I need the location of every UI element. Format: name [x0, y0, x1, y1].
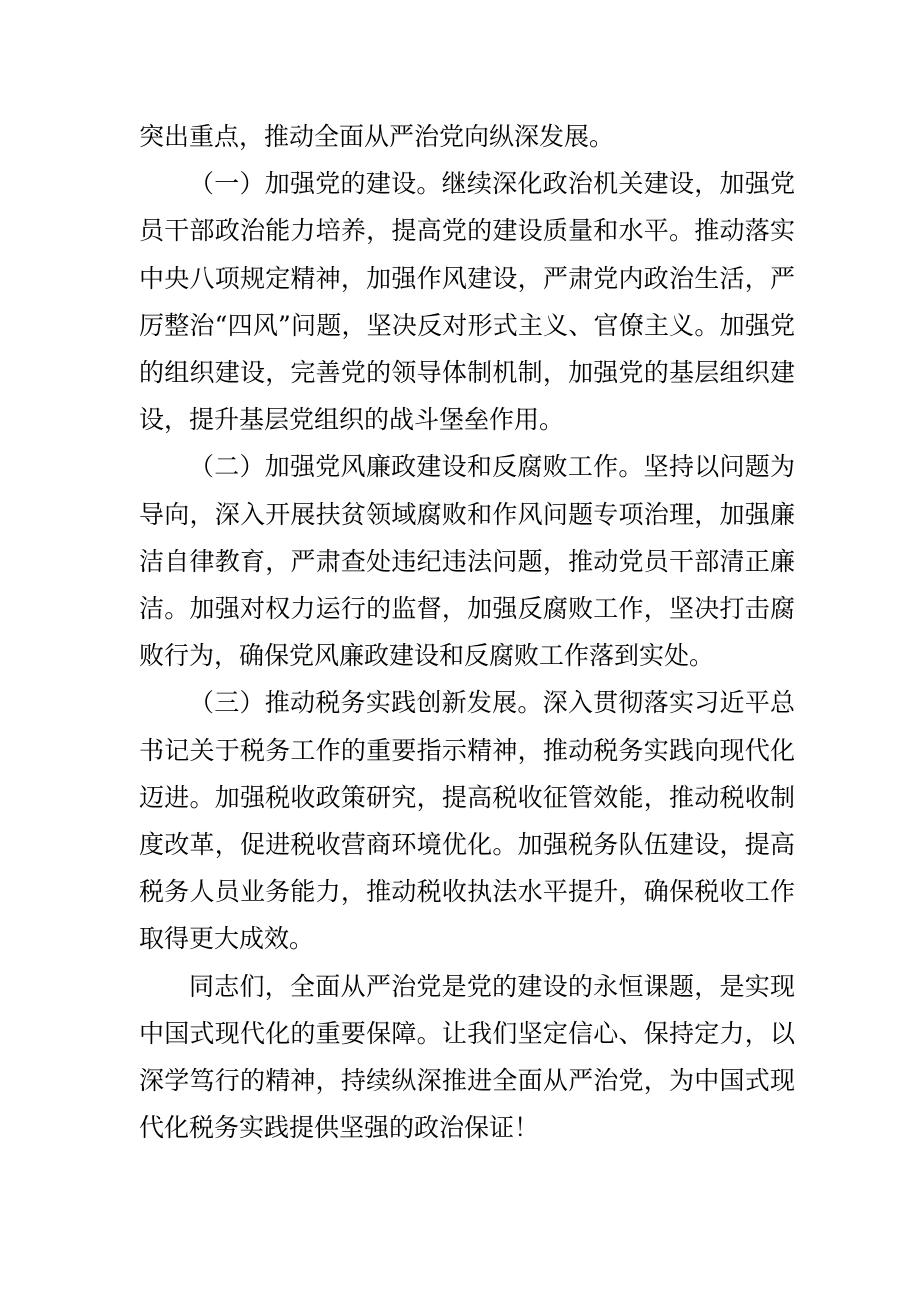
paragraph-section-two: （二）加强党风廉政建设和反腐败工作。坚持以问题为导向，深入开展扶贫领域腐败和作风问题专项治理，加强廉洁自律教育，严肃查处违纪违法问题，推动党员干部清正廉洁。加强对权力运行的监督，加强反腐败工作，坚决打击腐败行为，确保党风廉政建设和反腐败工作落到实处。	[139, 452, 795, 671]
document-body	[139, 113, 795, 1151]
paragraph-continuation: 突出重点，推动全面从严治党向纵深发展。	[139, 122, 615, 151]
paragraph-section-three: （三）推动税务实践创新发展。深入贯彻落实习近平总书记关于税务工作的重要指示精神，推动税务实践向现代化迈进。加强税收政策研究，提高税收征管效能，推动税收制度改革，促进税收营商环境优化。加强税务队伍建设，提高税务人员业务能力，推动税收执法水平提升，确保税收工作取得更大成效。	[139, 688, 795, 954]
paragraph-section-one: （一）加强党的建设。继续深化政治机关建设，加强党员干部政治能力培养，提高党的建设质量和水平。推动落实中央八项规定精神，加强作风建设，严肃党内政治生活，严厉整治“四风”问题，坚决反对形式主义、官僚主义。加强党的组织建设，完善党的领导体制机制，加强党的基层组织建设，提升基层党组织的战斗堡垒作用。	[139, 169, 795, 435]
paragraph-closing: 同志们，全面从严治党是党的建设的永恒课题，是实现中国式现代化的重要保障。让我们坚定信心、保持定力，以深学笃行的精神，持续纵深推进全面从严治党，为中国式现代化税务实践提供坚强的政治保证！	[139, 971, 795, 1143]
